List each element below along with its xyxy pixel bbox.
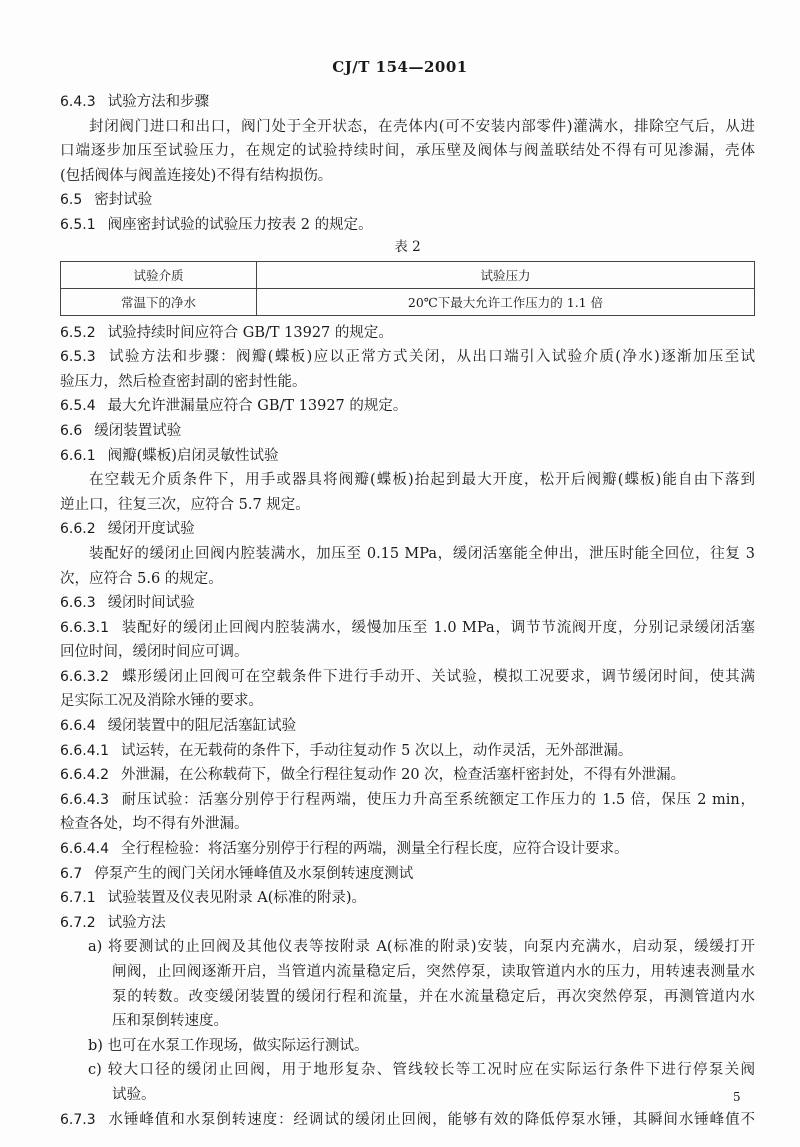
paragraph-line: 封闭阀门进口和出口，阀门处于全开状态，在壳体内(可不安装内部零件)灌满水，排除空气后，从进 [89,118,755,135]
heading-6-6-1: 6.6.1 阀瓣(蝶板)启闭灵敏性试验 [60,447,279,464]
paragraph-line: 试验。 [112,1086,156,1103]
table-caption: 表 2 [394,238,421,255]
paragraph-line: 口端逐步加压至试验压力，在规定的试验持续时间，承压壁及阀体与阀盖联结处不得有可见渗漏，壳体 [60,143,755,160]
clause-6-5-2: 6.5.2 试验持续时间应符合 GB/T 13927 的规定。 [60,324,393,341]
heading-6-7-2: 6.7.2 试验方法 [60,914,166,931]
pressure-table [60,261,755,316]
standard-header: CJ/T 154—2001 [332,58,468,76]
paragraph-line: 次，应符合 5.6 的规定。 [60,570,223,587]
paragraph-line: 足实际工况及消除水锤的要求。 [60,693,263,710]
clause-6-6-4-3: 6.6.4.3 耐压试验：活塞分别停于行程两端，使压力升高至系统额定工作压力的 1.5 倍，保压 2 min， [60,791,755,808]
table-header-cell: 试验压力 [257,261,755,288]
clause-6-6-3-1: 6.6.3.1 装配好的缓闭止回阀内腔装满水，缓慢加压至 1.0 MPa，调节节流阀开度，分别记录缓闭活塞 [60,619,755,636]
heading-6-6-3: 6.6.3 缓闭时间试验 [60,595,195,612]
list-item-c: c) 较大口径的缓闭止回阀，用于地形复杂、管线较长等工况时应在实际运行条件下进行停泵关阀 [88,1062,755,1079]
paragraph-line: (包括阀体与阀盖连接处)不得有结构损伤。 [60,167,333,184]
clause-6-6-4-4: 6.6.4.4 全行程检验：将活塞分别停于行程的两端，测量全行程长度，应符合设计要求。 [60,841,629,858]
page-number: 5 [733,1090,741,1104]
list-item-a: a) 将要测试的止回阀及其他仪表等按附录 A(标准的附录)安装，向泵内充满水，启动泵，缓缓打开 [88,939,755,956]
table-cell: 常温下的净水 [61,288,257,315]
clause-6-6-4-2: 6.6.4.2 外泄漏，在公称载荷下，做全行程往复动作 20 次，检查活塞杆密封处，不得有外泄漏。 [60,767,686,784]
table-cell: 20℃下最大允许工作压力的 1.1 倍 [257,288,755,315]
heading-6-4-3: 6.4.3 试验方法和步骤 [60,94,210,110]
paragraph-line: 压和泵倒转速度。 [112,1013,228,1030]
heading-6-6-4: 6.6.4 缓闭装置中的阻尼活塞缸试验 [60,718,297,735]
document-body [60,90,755,1132]
heading-6-7: 6.7 停泵产生的阀门关闭水锤峰值及水泵倒转速度测试 [60,865,414,882]
paragraph-line: 回位时间，缓闭时间应可调。 [60,644,249,661]
heading-6-5: 6.5 密封试验 [60,192,153,209]
paragraph-line: 验压力，然后检查密封副的密封性能。 [60,373,307,390]
clause-6-5-1: 6.5.1 阀座密封试验的试验压力按表 2 的规定。 [60,216,373,233]
table-row [61,288,755,315]
clause-6-7-1: 6.7.1 试验装置及仪表见附录 A(标准的附录)。 [60,890,367,907]
paragraph-line: 闸阀，止回阀逐渐开启，当管道内流量稳定后，突然停泵，读取管道内水的压力，用转速表测量水 [112,964,755,980]
clause-6-5-3: 6.5.3 试验方法和步骤：阀瓣(蝶板)应以正常方式关闭，从出口端引入试验介质(净水)逐渐加压至试 [60,349,755,366]
list-item-b: b) 也可在水泵工作现场，做实际运行测试。 [88,1037,369,1054]
clause-6-5-4: 6.5.4 最大允许泄漏量应符合 GB/T 13927 的规定。 [60,398,408,415]
table-header-cell: 试验介质 [61,261,257,288]
table-header-row [61,261,755,288]
clause-6-6-3-2: 6.6.3.2 蝶形缓闭止回阀可在空载条件下进行手动开、关试验，模拟工况要求，调节缓闭时间，使其满 [60,668,755,685]
heading-6-6-2: 6.6.2 缓闭开度试验 [60,521,195,538]
paragraph-line: 泵的转数。改变缓闭装置的缓闭行程和流量，并在水流量稳定后，再次突然停泵，再测管道内水 [112,988,755,1005]
clause-6-7-3: 6.7.3 水锤峰值和水泵倒转速度：经调试的缓闭止回阀，能够有效的降低停泵水锤，其瞬间水锤峰值不 [60,1111,755,1128]
paragraph-line: 在空载无介质条件下，用手或器具将阀瓣(蝶板)抬起到最大开度，松开后阀瓣(蝶板)能自由下落到 [89,472,755,489]
paragraph-line: 检查各处，均不得有外泄漏。 [60,816,249,833]
paragraph-line: 逆止口，往复三次，应符合 5.7 规定。 [60,496,310,513]
heading-6-6: 6.6 缓闭装置试验 [60,422,182,439]
clause-6-6-4-1: 6.6.4.1 试运转，在无载荷的条件下，手动往复动作 5 次以上，动作灵活，无外部泄漏。 [60,742,633,759]
paragraph-line: 装配好的缓闭止回阀内腔装满水，加压至 0.15 MPa，缓闭活塞能全伸出，泄压时能全回位，往复 3 [89,545,755,562]
